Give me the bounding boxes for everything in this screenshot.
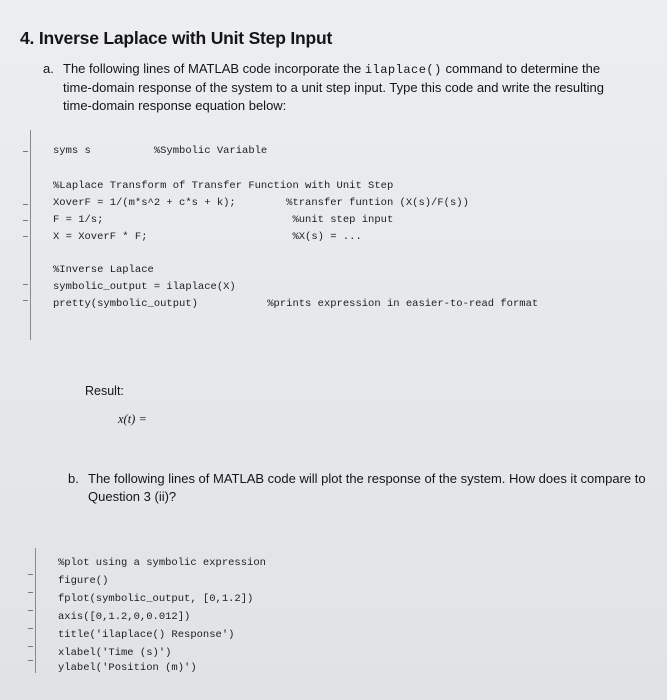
code-line: symbolic_output = ilaplace(X) bbox=[53, 281, 236, 293]
code-line: F = 1/s; %unit step input bbox=[53, 214, 394, 226]
code-line: pretty(symbolic_output) %prints expression in easier-to-read format bbox=[53, 298, 539, 310]
code-line: XoverF = 1/(m*s^2 + c*s + k); %transfer funtion (X(s)/F(s)) bbox=[53, 197, 469, 209]
code-line: ylabel('Position (m)') bbox=[58, 662, 197, 674]
code-line: xlabel('Time (s)') bbox=[58, 647, 172, 659]
part-a-paragraph bbox=[43, 60, 623, 115]
part-a-label: a. bbox=[43, 61, 54, 76]
code-line: title('ilaplace() Response') bbox=[58, 629, 235, 641]
code-line: %Laplace Transform of Transfer Function with Unit Step bbox=[53, 180, 394, 192]
code-line: axis([0,1.2,0,0.012]) bbox=[58, 611, 191, 623]
part-a-inline-code: ilaplace() bbox=[364, 63, 442, 77]
code-line: syms s %Symbolic Variable bbox=[53, 145, 268, 157]
part-b-paragraph bbox=[68, 470, 648, 506]
question-title: 4. Inverse Laplace with Unit Step Input bbox=[20, 28, 333, 48]
code-line: fplot(symbolic_output, [0,1.2]) bbox=[58, 593, 254, 605]
code-line: figure() bbox=[58, 575, 109, 587]
result-equation: x(t) = bbox=[118, 412, 147, 426]
part-a-text-2: command to determine the time-domain response of the system to a unit step input. Type this code and write the resulting time-domain response equation below: bbox=[63, 61, 604, 113]
result-label: Result: bbox=[85, 384, 124, 398]
code-line: %Inverse Laplace bbox=[53, 264, 154, 276]
code-line: %plot using a symbolic expression bbox=[58, 557, 266, 569]
code-line: X = XoverF * F; %X(s) = ... bbox=[53, 231, 362, 243]
part-b-label: b. bbox=[68, 471, 79, 486]
matlab-code-block-b bbox=[35, 548, 356, 673]
matlab-code-block-a bbox=[30, 130, 651, 340]
part-a-text-1: The following lines of MATLAB code incorporate the bbox=[63, 61, 365, 76]
part-b-text: The following lines of MATLAB code will plot the response of the system. How does it compare to Question 3 (ii)? bbox=[88, 471, 646, 504]
